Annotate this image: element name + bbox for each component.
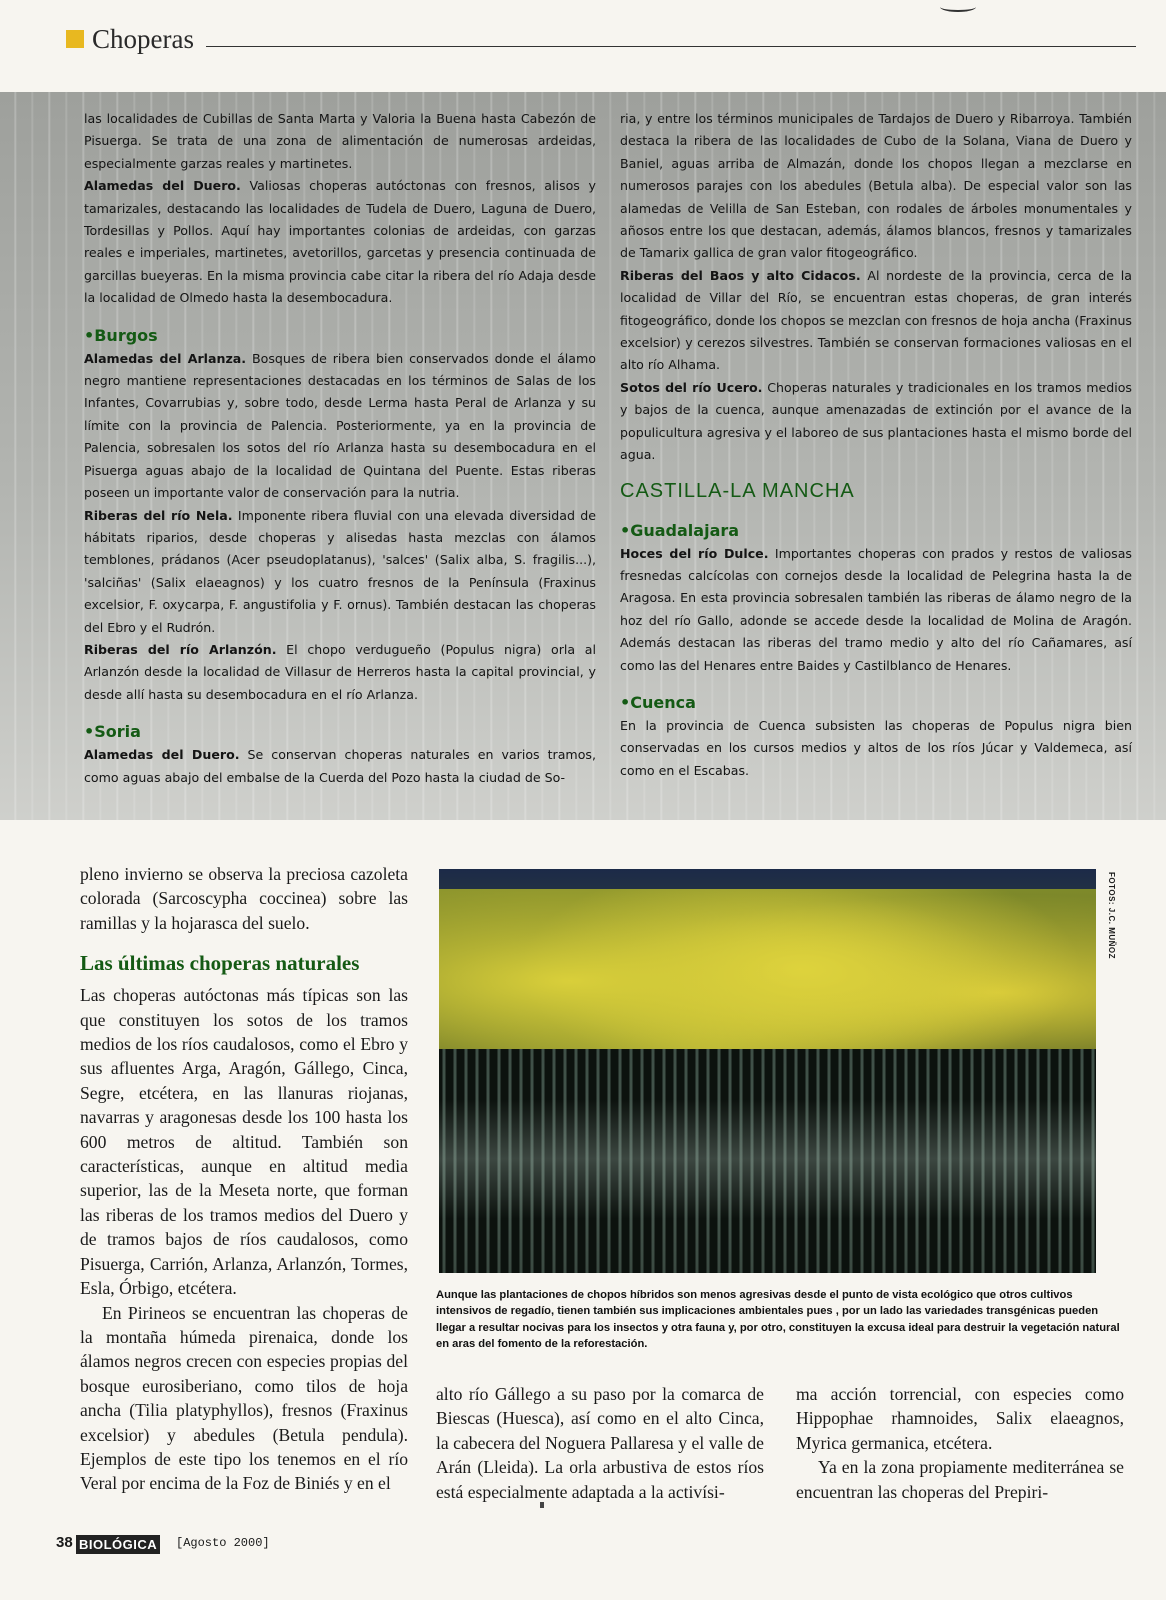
- paragraph: alto río Gállego a su paso por la comarca de Biescas (Huesca), así como en el alto Cinca, la cabecera del Noguera Pallaresa y el valle de Arán (Lleida). La orla arbustiva de estos ríos está especialmente adaptada a la activísi-: [436, 1384, 764, 1502]
- middle-text-column: [436, 1382, 764, 1504]
- paragraph: ma acción torrencial, con especies como Hippophae rhamnoides, Salix elaeagnos, Myrica germanica, etcétera.: [796, 1384, 1124, 1453]
- ink-speck: [540, 1502, 544, 1508]
- photo-haze: [439, 1099, 1096, 1219]
- issue-date: [Agosto 2000]: [176, 1536, 270, 1550]
- paragraph: Las choperas autóctonas más típicas son las que constituyen los sotos de los tramos medios de los ríos caudalosos, como el Ebro y sus afluentes Arga, Aragón, Gállego, Cinca, Segre, etcétera, en las llanuras riojanas, navarras y aragonesas desde los 100 hasta los 600 metros de altitud. También son características, aunque en altitud media superior, las de la Meseta norte, que forman las riberas de los tramos medios del Duero y de tramos bajos de ríos caudalosos, como Pisuerga, Carrión, Arlanza, Arlanzón, Tormes, Esla, Órbigo, etcétera.: [80, 985, 408, 1299]
- paragraph-lead: Riberas del Baos y alto Cidacos.: [620, 267, 861, 283]
- section-heading: Las últimas choperas naturales: [80, 951, 360, 976]
- paragraph-text: En la provincia de Cuenca subsisten las choperas de Populus nigra bien conservadas en los cursos medios y altos de los ríos Júcar y Valdemeca, así como en el Escabas.: [620, 717, 1132, 778]
- magazine-logo: BIOLÓGICA: [76, 1535, 160, 1554]
- province-heading: •Guadalajara: [620, 520, 740, 540]
- paragraph-lead: Sotos del río Ucero.: [620, 379, 763, 395]
- province-heading: •Cuenca: [620, 692, 696, 712]
- region-heading: CASTILLA-LA MANCHA: [620, 479, 855, 502]
- section-marker: [66, 30, 84, 48]
- panel-paragraph: [620, 377, 1132, 467]
- paragraph-text: las localidades de Cubillas de Santa Marta y Valoria la Buena hasta Cabezón de Pisuerga. Se trata de una zona de alimentación de numerosas ardeidas, especialmente garzas reales y martinetes.: [84, 111, 596, 171]
- panel-paragraph: [620, 543, 1132, 677]
- paragraph-lead: Riberas del río Nela.: [84, 507, 233, 523]
- paragraph-text: ria, y entre los términos municipales de Tardajos de Duero y Ribarroya. También destaca la ribera de las localidades de Cubo de la Solana, Viana de Duero y Baniel, aguas arriba de Almazán, donde los chopos llegan a mezclarse en numerosos parajes con los abedules (Betula alba). De especial valor son las alamedas de Velilla de San Esteban, con rodales de árboles monumentales y añosos entre los que destacan, además, álamos blancos, fresnos y tamarizales de Tamarix gallica de gran valor fitogeográfico.: [620, 111, 1132, 261]
- header-rule: [206, 46, 1136, 47]
- paragraph-text: Bosques de ribera bien conservados donde el álamo negro mantiene representaciones destacadas en los términos de Salas de los Infantes, Covarrubias y, sobre todo, desde Lerma hasta Peral de Arlanza y su límite con la provincia de Palencia. Posteriormente, ya en la provincia de Palencia, sobresalen los sotos del río Arlanza hasta su desembocadura en el Pisuerga aguas abajo de la localidad de Quintana del Puente. Estas riberas poseen un importante valor de conservación para la nutria.: [84, 350, 596, 501]
- paragraph-text: Valiosas choperas autóctonas con fresnos, alisos y tamarizales, destacando las localidades de Tudela de Duero, Laguna de Duero, Tordesillas y Pollos. Aquí hay importantes colonias de ardeidas, con garzas reales e imperiales, martinetes, avetorillos, garcetas y presencia continuada de garcillas bueyeras. En la misma provincia cabe citar la ribera del río Adaja desde la localidad de Olmedo hasta la desembocadura.: [84, 178, 596, 306]
- panel-paragraph: [84, 505, 596, 639]
- sidebar-panel: [0, 92, 1166, 820]
- paragraph-text: Importantes choperas con prados y restos de valiosas fresnedas calcícolas con cornejos desde la localidad de Pelegrina hasta la de Aragosa. En esta provincia sobresalen también las riberas de álamo negro de la hoz del río Gallo, adonde se accede desde la localidad de Molina de Aragón. Además destacan las riberas del tramo medio y alto del río Cañamares, así como las del Henares entre Baides y Castilblanco de Henares.: [620, 545, 1132, 673]
- panel-paragraph: [620, 108, 1132, 265]
- panel-paragraph: [84, 744, 596, 789]
- left-text-column: [80, 862, 408, 1496]
- paragraph-text: Se conservan choperas naturales en varios tramos, como aguas abajo del embalse de la Cuerda del Pozo hasta la ciudad de So-: [84, 747, 596, 785]
- paragraph-text: Imponente ribera fluvial con una elevada diversidad de hábitats riparios, desde choperas y alisedas hasta mezclas con álamos temblones, prádanos (Acer pseudoplatanus), 'salces' (Salix alba, S. fragilis...), 'salciñas' (Salix elaeagnos) y los cuatro fresnos de la Península (Fraxinus excelsior, F. oxycarpa, F. angustifolia y F. ornus). También destacan las choperas del Ebro y el Rudrón.: [84, 507, 596, 635]
- panel-paragraph: [620, 715, 1132, 782]
- paragraph-lead: Alamedas del Duero.: [84, 178, 241, 194]
- photo-caption: Aunque las plantaciones de chopos híbridos son menos agresivas desde el punto de vista ecológico que otros cultivos intensivos de regadío, tienen también sus implicaciones ambientales pues , por un lado las variedades transgénicas pueden llegar a resultar nocivas para los insectos y otra fauna y, por otro, constituyen la excusa ideal para destruir la vegetación natural en aras del fomento de la reforestación.: [436, 1289, 1120, 1351]
- paragraph: pleno invierno se observa la preciosa cazoleta colorada (Sarcoscypha coccinea) sobre las ramillas y la hojarasca del suelo.: [80, 864, 408, 933]
- paragraph: Ya en la zona propiamente mediterránea se encuentran las choperas del Prepiri-: [796, 1457, 1124, 1502]
- paragraph-lead: Hoces del río Dulce.: [620, 545, 769, 561]
- panel-column-right: [620, 108, 1132, 782]
- right-text-column: [796, 1382, 1124, 1504]
- panel-paragraph: [620, 265, 1132, 377]
- scan-mark: [940, 2, 976, 12]
- paragraph-text: Al nordeste de la provincia, cerca de la localidad de Villar del Río, se encuentran estas choperas, de gran interés fitogeográfico, donde los chopos se mezclan con fresnos de hoja ancha (Fraxinus excelsior) y cerezos silvestres. También se conservan formaciones valiosas en el alto río Alhama.: [620, 267, 1132, 373]
- panel-paragraph: [84, 108, 596, 175]
- province-heading: •Soria: [84, 722, 141, 742]
- panel-column-left: [84, 108, 596, 789]
- paragraph-text: Choperas naturales y tradicionales en los tramos medios y bajos de la cuenca, aunque amenazadas de extinción por el avance de la populicultura agresiva y el laboreo de sus plantaciones hasta el mismo borde del agua.: [620, 379, 1132, 463]
- photo-credit: FOTOS: J.C. MUÑOZ: [1107, 872, 1116, 960]
- page-number: 38: [56, 1534, 73, 1551]
- province-heading: •Burgos: [84, 325, 158, 345]
- paragraph-lead: Alamedas del Duero.: [84, 747, 240, 763]
- section-title: Choperas: [92, 24, 194, 54]
- paragraph-lead: Alamedas del Arlanza.: [84, 350, 247, 366]
- paragraph-lead: Riberas del río Arlanzón.: [84, 641, 277, 657]
- poplar-photo: [439, 869, 1096, 1273]
- panel-paragraph: [84, 175, 596, 309]
- page-header: [66, 22, 1136, 62]
- paragraph: En Pirineos se encuentran las choperas de la montaña húmeda pirenaica, donde los álamos negros crecen con especies propias del bosque eurosiberiano, como tilos de hoja ancha (Tilia platyphyllos), fresnos (Fraxinus excelsior) y abedules (Betula pendula). Ejemplos de este tipo los tenemos en el río Veral por encima de la Foz de Biniés y en el: [80, 1302, 408, 1494]
- paragraph-text: El chopo verdugueño (Populus nigra) orla al Arlanzón desde la localidad de Villasur de Herreros hasta la capital provincial, y desde allí hasta su desembocadura en el río Arlanza.: [84, 641, 596, 702]
- panel-paragraph: [84, 639, 596, 706]
- panel-paragraph: [84, 348, 596, 505]
